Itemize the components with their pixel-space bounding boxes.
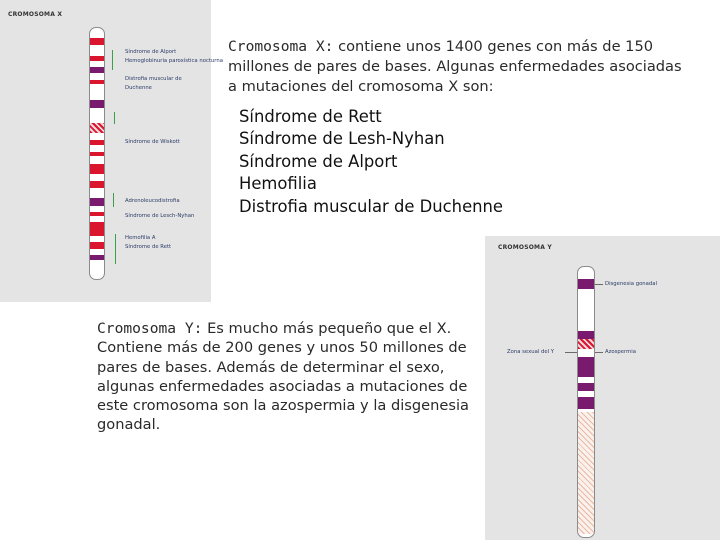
chromosome-band bbox=[90, 67, 104, 73]
x-description-body: contiene unos 1400 genes con más de 150 millones de pares de bases. Algunas enfermedades asociadas a mutaciones del cromosoma X son: bbox=[228, 38, 682, 95]
list-item: Síndrome de Lesh-Nyhan bbox=[239, 129, 445, 149]
y-label-disgenesia: Disgenesia gonadal bbox=[605, 281, 657, 287]
x-chromosome-figure bbox=[0, 0, 223, 302]
list-item: Hemofilia bbox=[239, 174, 317, 194]
x-disease-list bbox=[239, 106, 503, 218]
x-chromosome-diagram bbox=[89, 27, 105, 280]
marker-line bbox=[595, 352, 603, 353]
y-chromosome-figure bbox=[485, 236, 720, 540]
chromosome-band bbox=[578, 331, 594, 339]
x-label-lesch-nyhan: Síndrome de Lesch-Nyhan bbox=[125, 213, 195, 219]
chromosome-band bbox=[90, 198, 104, 206]
list-item: Síndrome de Alport bbox=[239, 151, 398, 171]
chromosome-band bbox=[90, 56, 104, 61]
x-label-distrofia: Distrofia muscular de bbox=[125, 76, 182, 82]
chromosome-band bbox=[90, 100, 104, 108]
x-label-duchenne: Duchenne bbox=[125, 85, 152, 91]
chromosome-band bbox=[578, 279, 594, 289]
chromosome-band bbox=[90, 255, 104, 260]
y-description-body: Es mucho más pequeño que el X. Contiene más de 200 genes y unos 50 millones de pares de bases. Además de determinar el sexo, algunas enfermedades asociadas a mutaciones de este cromosoma son la azospermia y la disgenesia gonadal. bbox=[97, 320, 469, 434]
y-label-zona-sexual: Zona sexual del Y bbox=[507, 349, 554, 355]
chromosome-band bbox=[90, 38, 104, 45]
x-chromosome-description bbox=[228, 37, 688, 97]
marker-line bbox=[595, 284, 603, 285]
gene-marker bbox=[112, 50, 113, 70]
chromosome-band bbox=[90, 80, 104, 84]
y-label-azospermia: Azospermia bbox=[605, 349, 636, 355]
chromosome-band bbox=[578, 383, 594, 391]
x-label-hemofilia: Hemofilia A bbox=[125, 235, 156, 241]
y-chromosome-diagram bbox=[577, 266, 595, 538]
chromosome-band bbox=[90, 140, 104, 145]
y-panel-title: CROMOSOMA Y bbox=[498, 244, 552, 251]
marker-line bbox=[565, 352, 577, 353]
gene-marker bbox=[113, 193, 114, 207]
x-label-rett: Síndrome de Rett bbox=[125, 244, 172, 250]
x-panel-title: CROMOSOMA X bbox=[8, 11, 63, 18]
y-description-lead: Cromosoma Y: bbox=[97, 320, 203, 337]
chromosome-band bbox=[90, 242, 104, 249]
x-label-adrenoleucodistrofia: Adrenoleucodistrofia bbox=[125, 198, 180, 204]
list-item: Distrofia muscular de Duchenne bbox=[239, 196, 504, 216]
chromosome-band bbox=[578, 357, 594, 377]
chromosome-band bbox=[90, 212, 104, 216]
x-label-hemoglobinuria: Hemoglobinuria paroxística nocturna bbox=[125, 58, 223, 64]
x-description-lead: Cromosoma X: bbox=[228, 38, 334, 55]
centromere bbox=[578, 339, 594, 349]
gene-marker bbox=[115, 234, 116, 264]
centromere bbox=[90, 123, 104, 133]
gene-marker bbox=[114, 112, 115, 124]
heterochromatin-region bbox=[578, 412, 594, 534]
list-item: Síndrome de Rett bbox=[239, 107, 382, 126]
chromosome-band bbox=[90, 164, 104, 174]
y-chromosome-description bbox=[97, 319, 487, 435]
chromosome-band bbox=[90, 181, 104, 188]
chromosome-band bbox=[90, 152, 104, 156]
x-label-wiskott: Síndrome de Wiskott bbox=[125, 139, 180, 145]
chromosome-band bbox=[90, 222, 104, 236]
x-label-alport: Síndrome de Alport bbox=[125, 49, 177, 55]
chromosome-band bbox=[578, 397, 594, 409]
